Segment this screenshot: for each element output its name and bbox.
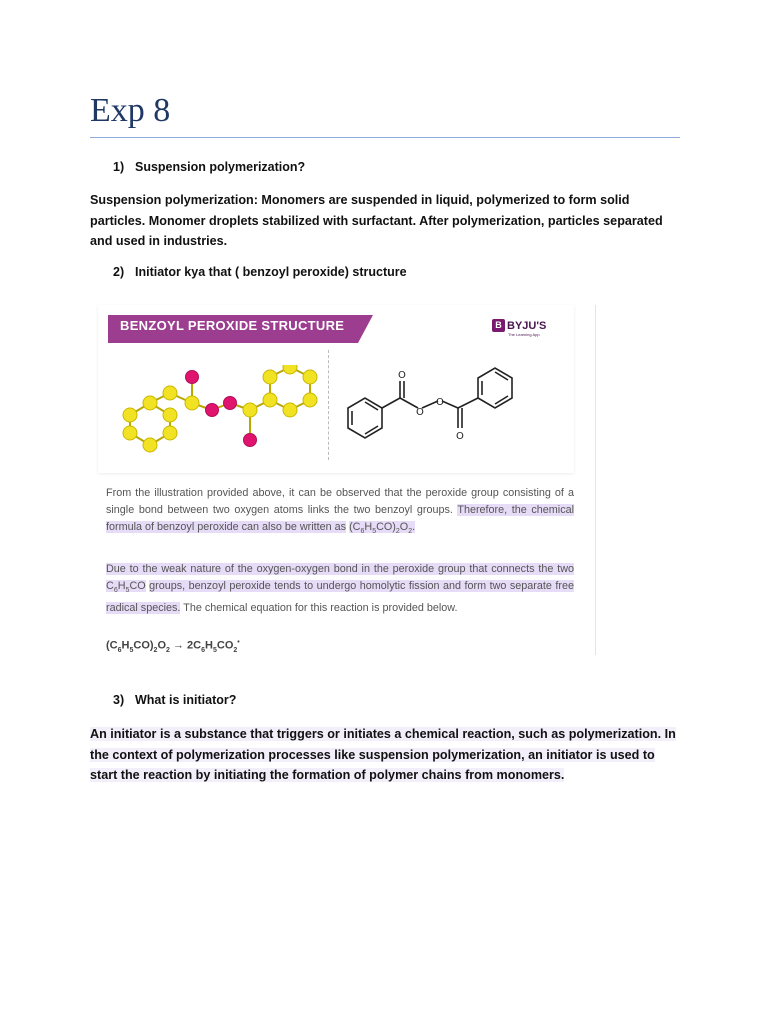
ball-and-stick-model [120,365,325,465]
question-3-number: 3) [113,693,125,707]
oxygen-label: O [456,431,464,442]
paragraph-2-highlight-b: groups, benzoyl peroxide tends to undergo homolytic fission and form two separate free radical species. [106,579,575,614]
structure-panel [98,305,574,473]
formula-benzoyl-peroxide: $(C_6H_5CO)_2O_2$. [349,520,416,535]
question-1 [113,160,305,174]
skeletal-structure [338,363,538,453]
oxygen-label: O [436,397,444,408]
homolysis-equation: $(C_6H_5CO)_2O_2 \to 2C_6H_5CO_2^•$ [106,639,240,654]
question-2 [113,265,407,279]
byjus-logo-name: BYJU'S [507,319,547,332]
paragraph-2-plain: The chemical equation for this reaction is provided below. [183,601,458,614]
question-1-number: 1) [113,160,125,174]
page-title: Exp 8 [90,92,171,129]
oxygen-label: O [398,370,406,381]
figure-paragraph-1 [106,485,574,541]
byjus-logo-tagline: The Learning App [508,332,540,337]
answer-3 [90,724,680,786]
equation-coefficient: 2 [187,639,194,652]
panel-divider [328,350,329,460]
paragraph-2-highlight-a: Due to the weak nature of the oxygen-oxygen bond in the peroxide group that connects the two [106,563,574,575]
title-divider [90,137,680,138]
paragraph-1-plain: From the illustration provided above, it can be observed that the peroxide group consisting of a single bond between two oxygen atoms links the two benzoyl groups. [106,487,574,516]
answer-3-text: An initiator is a substance that triggers or initiates a chemical reaction, such as polymerization. In the context of polymerization processes like suspension polymerization, an initiator is used to start the reaction by initiating the formation of polymer chains from monomers. [90,727,676,782]
formula-benzoyl-group: $C_6H_5CO$ [106,579,146,594]
question-1-text: Suspension polymerization? [135,160,306,174]
oxygen-label: O [416,407,424,418]
question-3 [113,693,236,707]
figure-paragraph-2 [106,561,574,617]
question-2-number: 2) [113,265,125,279]
paragraph-1-highlight: Therefore, the chemical formula of benzoyl peroxide can also be written as [106,503,575,533]
question-3-text: What is initiator? [135,693,237,707]
answer-1: Suspension polymerization: Monomers are suspended in liquid, polymerized to form solid particles. Monomer droplets stabilized with surfactant. After polymerization, particles separated and used in industries. [90,193,663,248]
benzoyl-peroxide-figure [98,305,596,655]
byjus-logo [492,319,546,332]
byjus-logo-mark: B [492,319,505,332]
figure-border [595,305,596,655]
banner-title: BENZOYL PEROXIDE STRUCTURE [120,318,345,333]
equation-arrow: → [172,639,184,652]
question-2-text: Initiator kya that ( benzoyl peroxide) structure [135,265,407,279]
